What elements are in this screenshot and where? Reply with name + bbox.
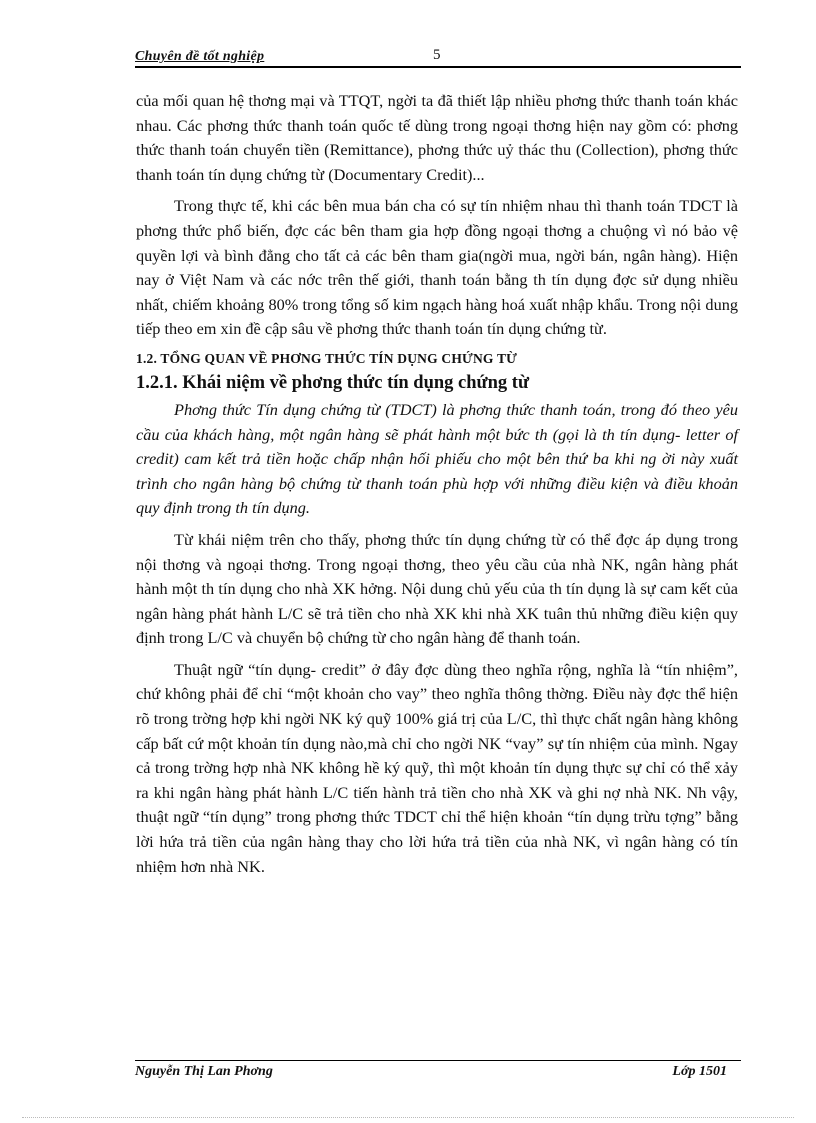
page-bottom-divider [22,1117,794,1118]
document-body [136,89,738,879]
paragraph-1: của mối quan hệ thơng mại và TTQT, ngời ta đã thiết lập nhiều phơng thức thanh toán khác nhau. Các phơng thức thanh toán quốc tế dùng trong ngoại thơng hiện nay gồm có: phơng thức thanh toán chuyển tiền (Remittance), phơng thức uỷ thác thu (Collection), phơng thức thanh toán tín dụng chứng từ (Documentary Credit)... [136,91,738,184]
footer-author: Nguyễn Thị Lan Phơng [135,1064,273,1079]
footer-class: Lớp 1501 [672,1064,727,1079]
paragraph-5: Thuật ngữ “tín dụng- credit” ở đây đợc dùng theo nghĩa rộng, nghĩa là “tín nhiệm”, chứ không phải để chỉ “một khoản cho vay” theo nghĩa thông thờng. Điều này đợc thể hiện rõ trong trờng hợp khi ngời NK ký quỹ 100% giá trị của L/C, thì thực chất ngân hàng không cấp bất cứ một khoản tín dụng nào,mà chỉ cho ngời NK “vay” sự tín nhiệm của mình. Ngay cả trong trờng hợp nhà NK không hề ký quỹ, thì một khoản tín dụng thực sự chỉ có thể xảy ra khi ngân hàng phát hành L/C tiến hành trả tiền cho nhà XK và ghi nợ nhà NK. Nh vậy, thuật ngữ “tín dụng” trong phơng thức TDCT chỉ thể hiện khoản “tín dụng trừu tợng” bằng lời hứa trả tiền của ngân hàng thay cho lời hứa trả tiền của nhà NK, vì ngân hàng có tín nhiệm hơn nhà NK. [136,659,738,876]
section-heading: 1.2. TỔNG QUAN VỀ PHƠNG THỨC TÍN DỤNG CHỨNG TỪ [136,350,518,366]
paragraph-4: Từ khái niệm trên cho thấy, phơng thức tín dụng chứng từ có thể đợc áp dụng trong nội thơng và ngoại thơng. Trong ngoại thơng, theo yêu cầu của nhà NK, ngân hàng phát hành một th tín dụng cho nhà XK hởng. Nội dung chủ yếu của th tín dụng là sự cam kết của ngân hàng phát hành L/C sẽ trả tiền cho nhà XK khi nhà XK tuân thủ những điều kiện quy định trong L/C và chuyển bộ chứng từ cho ngân hàng để thanh toán. [136,529,738,648]
page-footer [135,1060,741,1081]
subsection-heading: 1.2.1. Khái niệm về phơng thức tín dụng chứng từ [136,372,530,393]
page-header [135,44,741,68]
paragraph-2: Trong thực tế, khi các bên mua bán cha có sự tín nhiệm nhau thì thanh toán TDCT là phơng thức phổ biến, đợc các bên tham gia hợp đồng ngoại thơng a chuộng vì nó bảo vệ quyền lợi và bình đẳng cho tất cả các bên tham gia(ngời mua, ngời bán, ngân hàng). Hiện nay ở Việt Nam và các nớc trên thế giới, thanh toán bằng th tín dụng đợc sử dụng nhiều nhất, chiếm khoảng 80% trong tổng số kim ngạch hàng hoá xuất nhập khẩu. Trong nội dung tiếp theo em xin đề cập sâu về phơng thức thanh toán tín dụng chứng từ. [136,196,738,339]
definition-paragraph: Phơng thức Tín dụng chứng từ (TDCT) là phơng thức thanh toán, trong đó theo yêu cầu của khách hàng, một ngân hàng sẽ phát hành một bức th (gọi là th tín dụng- letter of credit) cam kết trả tiền hoặc chấp nhận hối phiếu cho một bên thứ ba khi ng ời này xuất trình cho ngân hàng bộ chứng từ thanh toán phù hợp với những điều kiện và điều khoản quy định trong th tín dụng. [136,399,738,518]
header-title: Chuyên đề tốt nghiệp [135,49,265,64]
page-number: 5 [433,47,441,63]
